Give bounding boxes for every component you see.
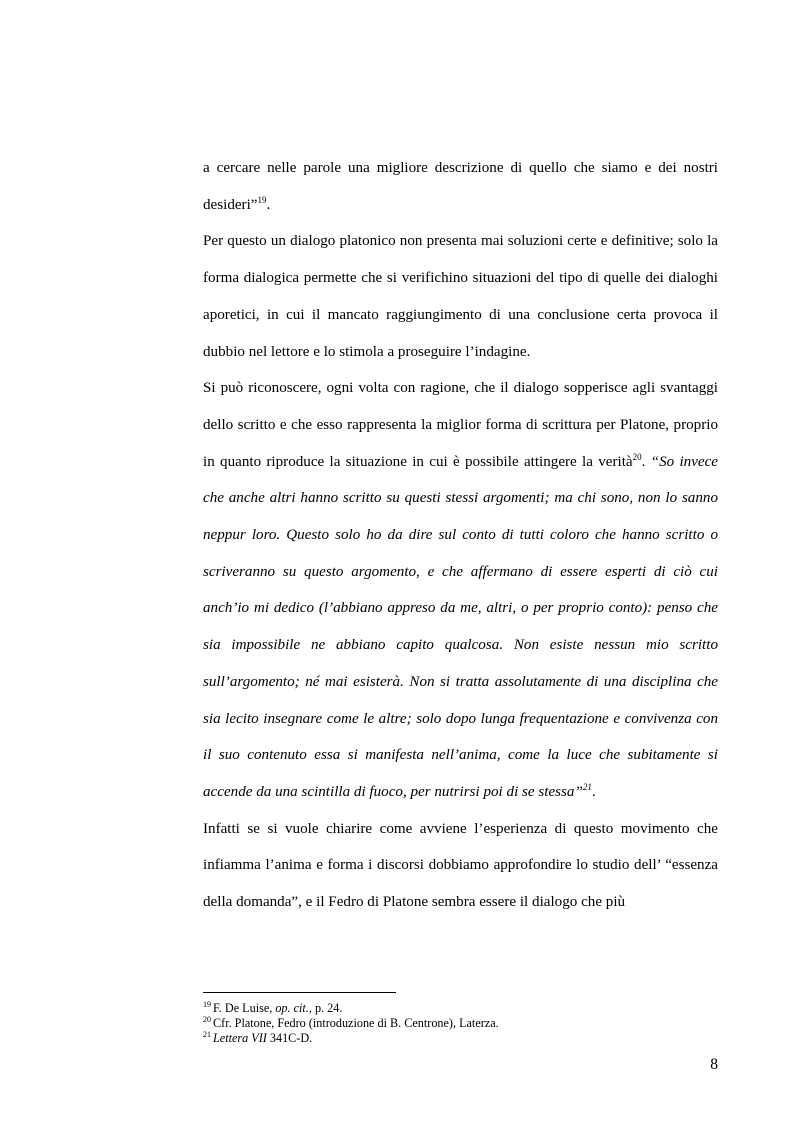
footnotes: [203, 1001, 718, 1046]
paragraph-1-text: a cercare nelle parole una migliore descrizione di quello che siamo e dei nostri desideri”: [203, 160, 718, 213]
page-number: 8: [710, 1056, 718, 1073]
paragraph-4: Infatti se si vuole chiarire come avviene l’esperienza di questo movimento che infiamma l’anima e forma i discorsi dobbiamo approfondire lo studio dell’ “essenza della domanda”, e il Fedro di Platone sembra essere il dialogo che più: [203, 820, 718, 911]
footnote-separator: [203, 992, 396, 993]
footnote-italic: Lettera VII: [213, 1031, 267, 1045]
paragraph-2: Per questo un dialogo platonico non presenta mai soluzioni certe e definitive; solo la forma dialogica permette che si verifichino situazioni del tipo di quelle dei dialoghi aporetici, in cui il mancato raggiungimento di una conclusione certa provoca il dubbio nel lettore e lo stimola a proseguire l’indagine.: [203, 233, 718, 360]
footnote-ref-21[interactable]: [583, 782, 592, 792]
footnote-20: [203, 1016, 718, 1031]
footnote-text: F. De Luise,: [213, 1001, 276, 1015]
footnote-ref-20[interactable]: 20: [632, 451, 642, 462]
paragraph-3: [203, 370, 718, 810]
footnote-italic: op. cit.,: [275, 1001, 312, 1015]
paragraph-3-mid: .: [641, 453, 651, 470]
footnote-text-end: p. 24.: [311, 1001, 343, 1015]
paragraph-1-end: .: [266, 196, 271, 213]
paragraph-1: [203, 150, 718, 223]
footnote-ref-21-text: 21: [582, 781, 592, 792]
footnote-text: Cfr. Platone, Fedro (introduzione di B. Centrone), Laterza.: [213, 1016, 499, 1030]
plato-quote: “So invece che anche altri hanno scritto su questi stessi argomenti; ma chi sono, non lo sanno neppur loro. Questo solo ho da dire sul conto di tutti coloro che hanno scritto o scriveranno su questo argomento, e che affermano di essere esperti di ciò cui anch’io mi dedico (l’abbiano appreso da me, altri, o per proprio conto): penso che sia impossibile ne abbiano capito qualcosa. Non esiste nessun mio scritto sull’argomento; né mai esisterà. Non si tratta assolutamente di una disciplina che sia lecito insegnare come le altre; solo dopo lunga frequentazione e convivenza con il suo contenuto essa si manifesta nell’anima, come la luce che subitamente si accende da una scintilla di fuoco, per nutrirsi poi di se stessa”: [203, 453, 718, 800]
footnote-number: 19: [203, 1000, 211, 1009]
paragraph-3-text: Si può riconoscere, ogni volta con ragione, che il dialogo sopperisce agli svantaggi dello scritto e che esso rappresenta la miglior forma di scrittura per Platone, proprio in quanto riproduce la situazione in cui è possibile attingere la verità: [203, 380, 718, 470]
footnote-text-end: 341C-D.: [266, 1031, 313, 1045]
footnote-19: [203, 1001, 718, 1016]
footnote-number: 20: [203, 1015, 211, 1024]
footnote-number: 21: [203, 1030, 211, 1039]
main-text: [203, 150, 718, 921]
footnote-ref-19[interactable]: 19: [257, 194, 267, 205]
footnote-21: [203, 1031, 718, 1046]
paragraph-3-end: .: [591, 783, 596, 800]
